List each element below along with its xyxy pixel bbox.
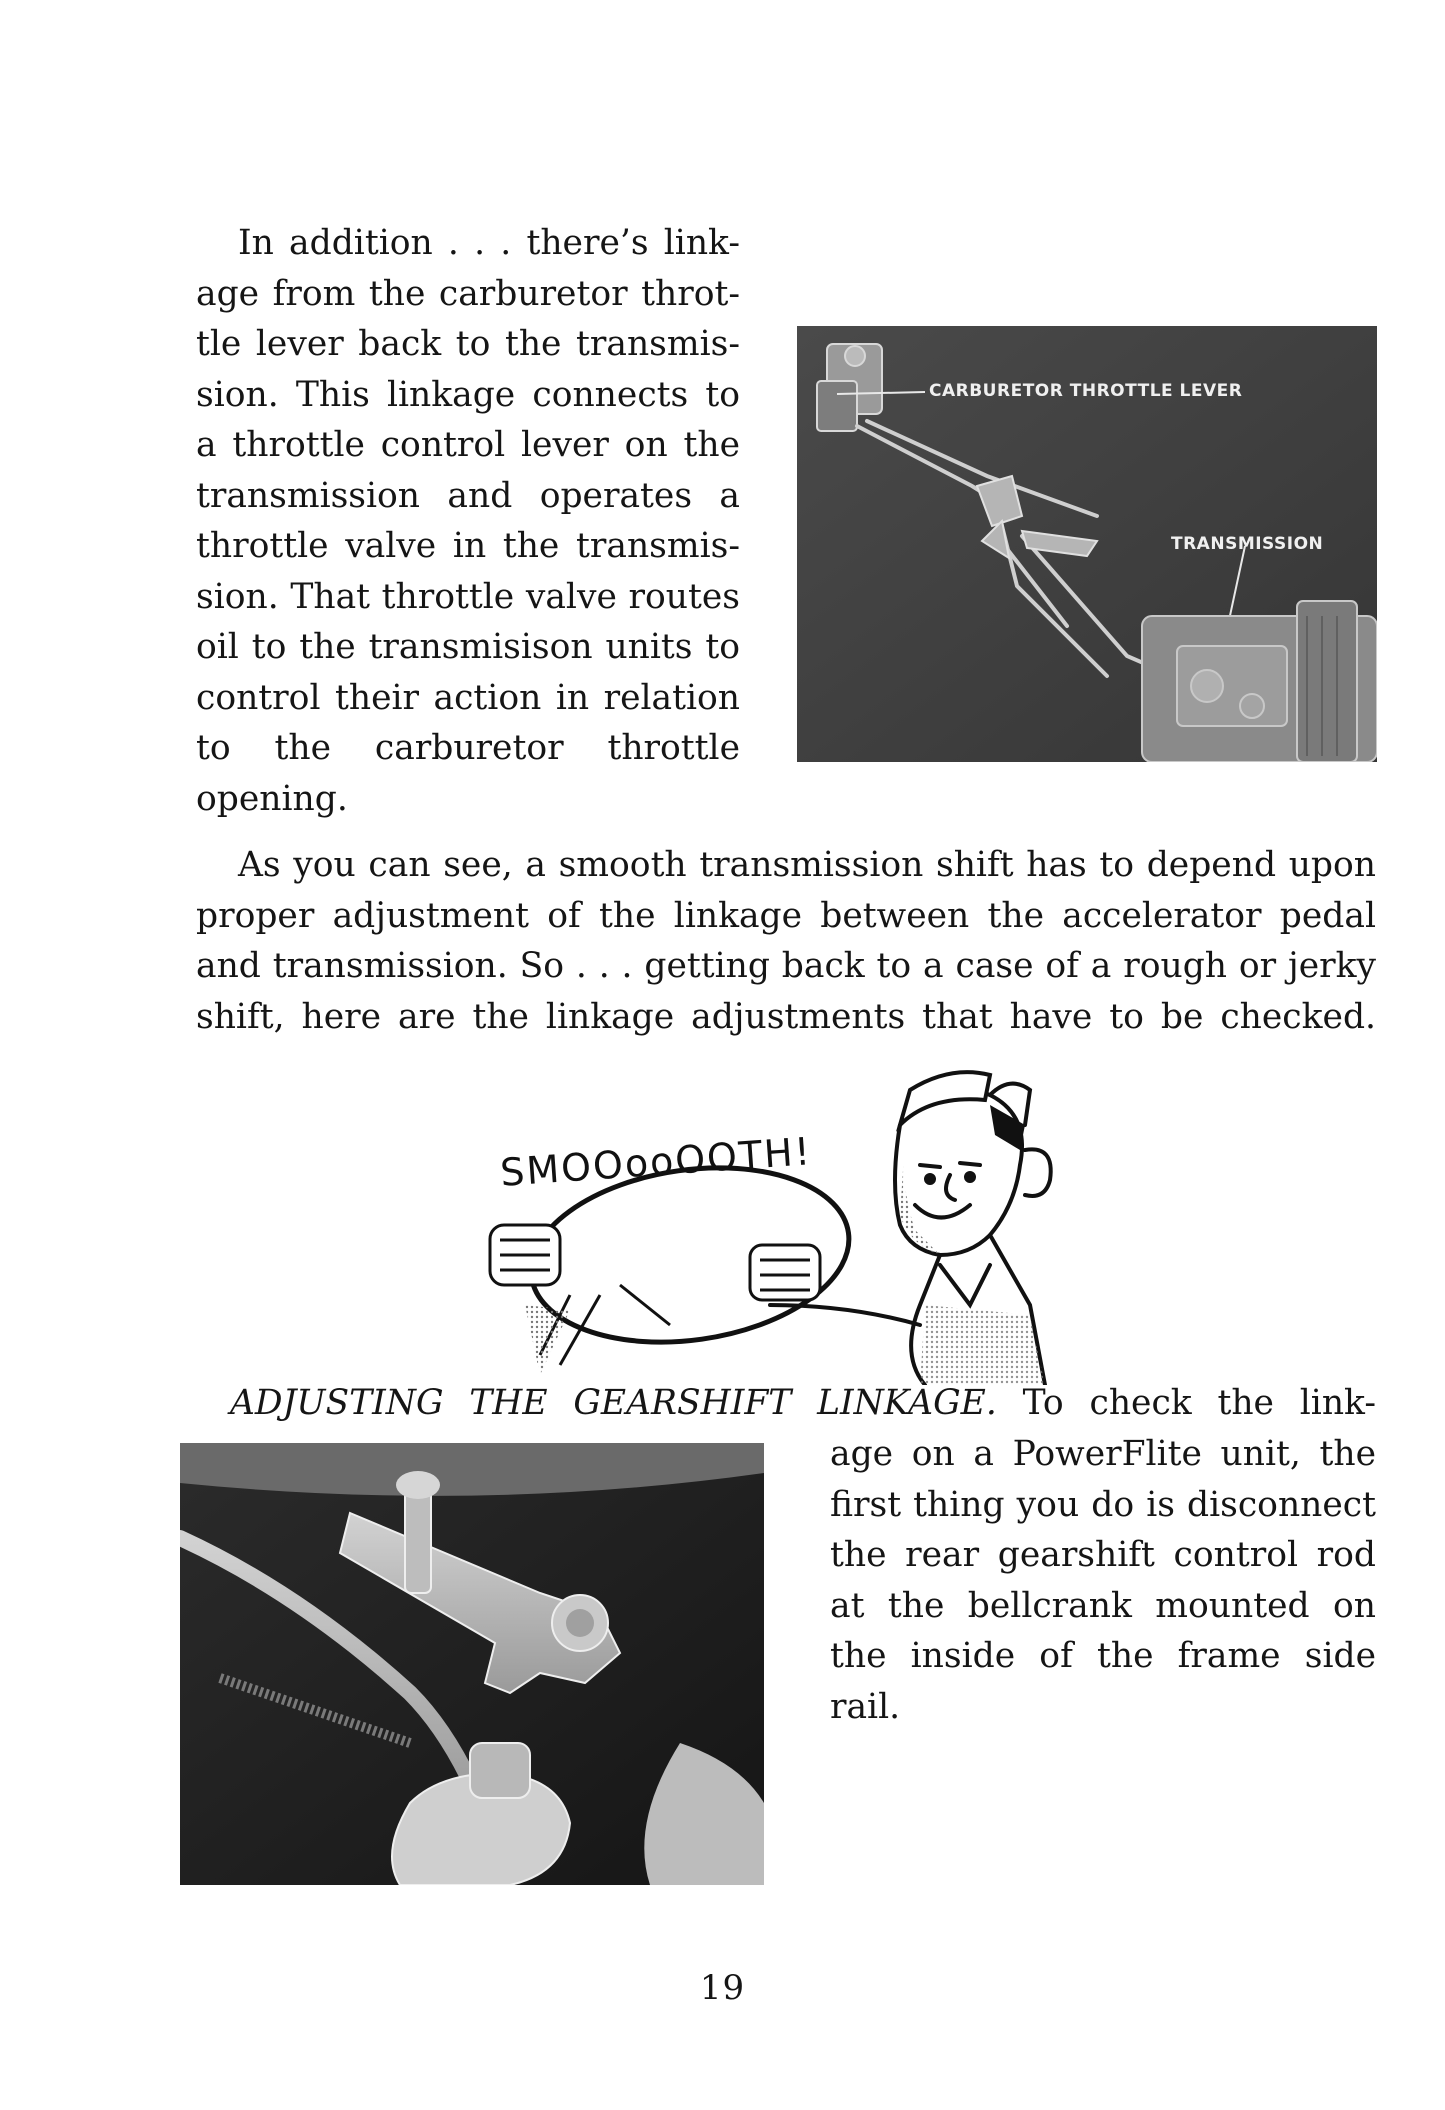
text-line: first thing you do is disconnect <box>830 1484 1376 1525</box>
throttle-linkage-photo <box>797 326 1377 762</box>
mechanic-cartoon <box>470 1055 1110 1385</box>
text-line: As you can see, a smooth transmission shift has to depend upon <box>238 845 1376 885</box>
text-line: proper adjustment of the linkage between the accelerator pedal <box>196 895 1376 936</box>
paragraph-gearshift-heading-line <box>230 1378 1376 1429</box>
text-line: the inside of the frame side <box>830 1636 1376 1676</box>
text-line: age on a PowerFlite unit, the <box>830 1434 1376 1474</box>
gearshift-bellcrank-illustration <box>180 1443 764 1885</box>
text-line: to the carburetor throttle <box>196 728 740 768</box>
paragraph-throttle-linkage <box>196 218 740 824</box>
text-line: sion. This linkage connects to <box>196 374 740 415</box>
mechanic-cartoon-drawing <box>470 1055 1110 1385</box>
section-heading: ADJUSTING THE GEARSHIFT LINKAGE. <box>230 1383 997 1423</box>
gearshift-bellcrank-photo <box>180 1443 764 1885</box>
cartoon-caption: SMOOooOOTH! <box>498 1129 814 1195</box>
text-line: sion. That throttle valve routes <box>196 576 740 617</box>
paragraph-smooth-shift <box>196 840 1376 1042</box>
paragraph-gearshift-linkage <box>830 1429 1376 1732</box>
text-line: throttle valve in the transmis- <box>196 526 740 566</box>
text-line: oil to the transmisison units to <box>196 627 740 667</box>
text-line: and transmission. So . . . getting back to a case of a rough or jerky <box>196 946 1376 986</box>
text-line: age from the carburetor throt- <box>196 273 740 314</box>
page-number: 19 <box>699 1968 746 2008</box>
heading-tail-text: To check the link- <box>996 1383 1376 1423</box>
label-transmission: TRANSMISSION <box>1171 534 1324 554</box>
text-line: the rear gearshift control rod <box>830 1535 1376 1575</box>
text-line: at the bellcrank mounted on <box>830 1585 1376 1626</box>
text-line: tle lever back to the transmis- <box>196 324 740 364</box>
text-line: control their action in relation <box>196 677 740 718</box>
text-line: rail. <box>830 1686 901 1727</box>
text-line: a throttle control lever on the <box>196 425 740 465</box>
label-carburetor-throttle-lever: CARBURETOR THROTTLE LEVER <box>929 381 1243 401</box>
text-line: In addition . . . there’s link- <box>238 223 740 263</box>
text-line: opening. <box>196 778 348 819</box>
text-line: shift, here are the linkage adjustments that have to be checked. <box>196 996 1376 1037</box>
text-line: transmission and operates a <box>196 475 740 516</box>
transmission-housing <box>1142 601 1377 762</box>
